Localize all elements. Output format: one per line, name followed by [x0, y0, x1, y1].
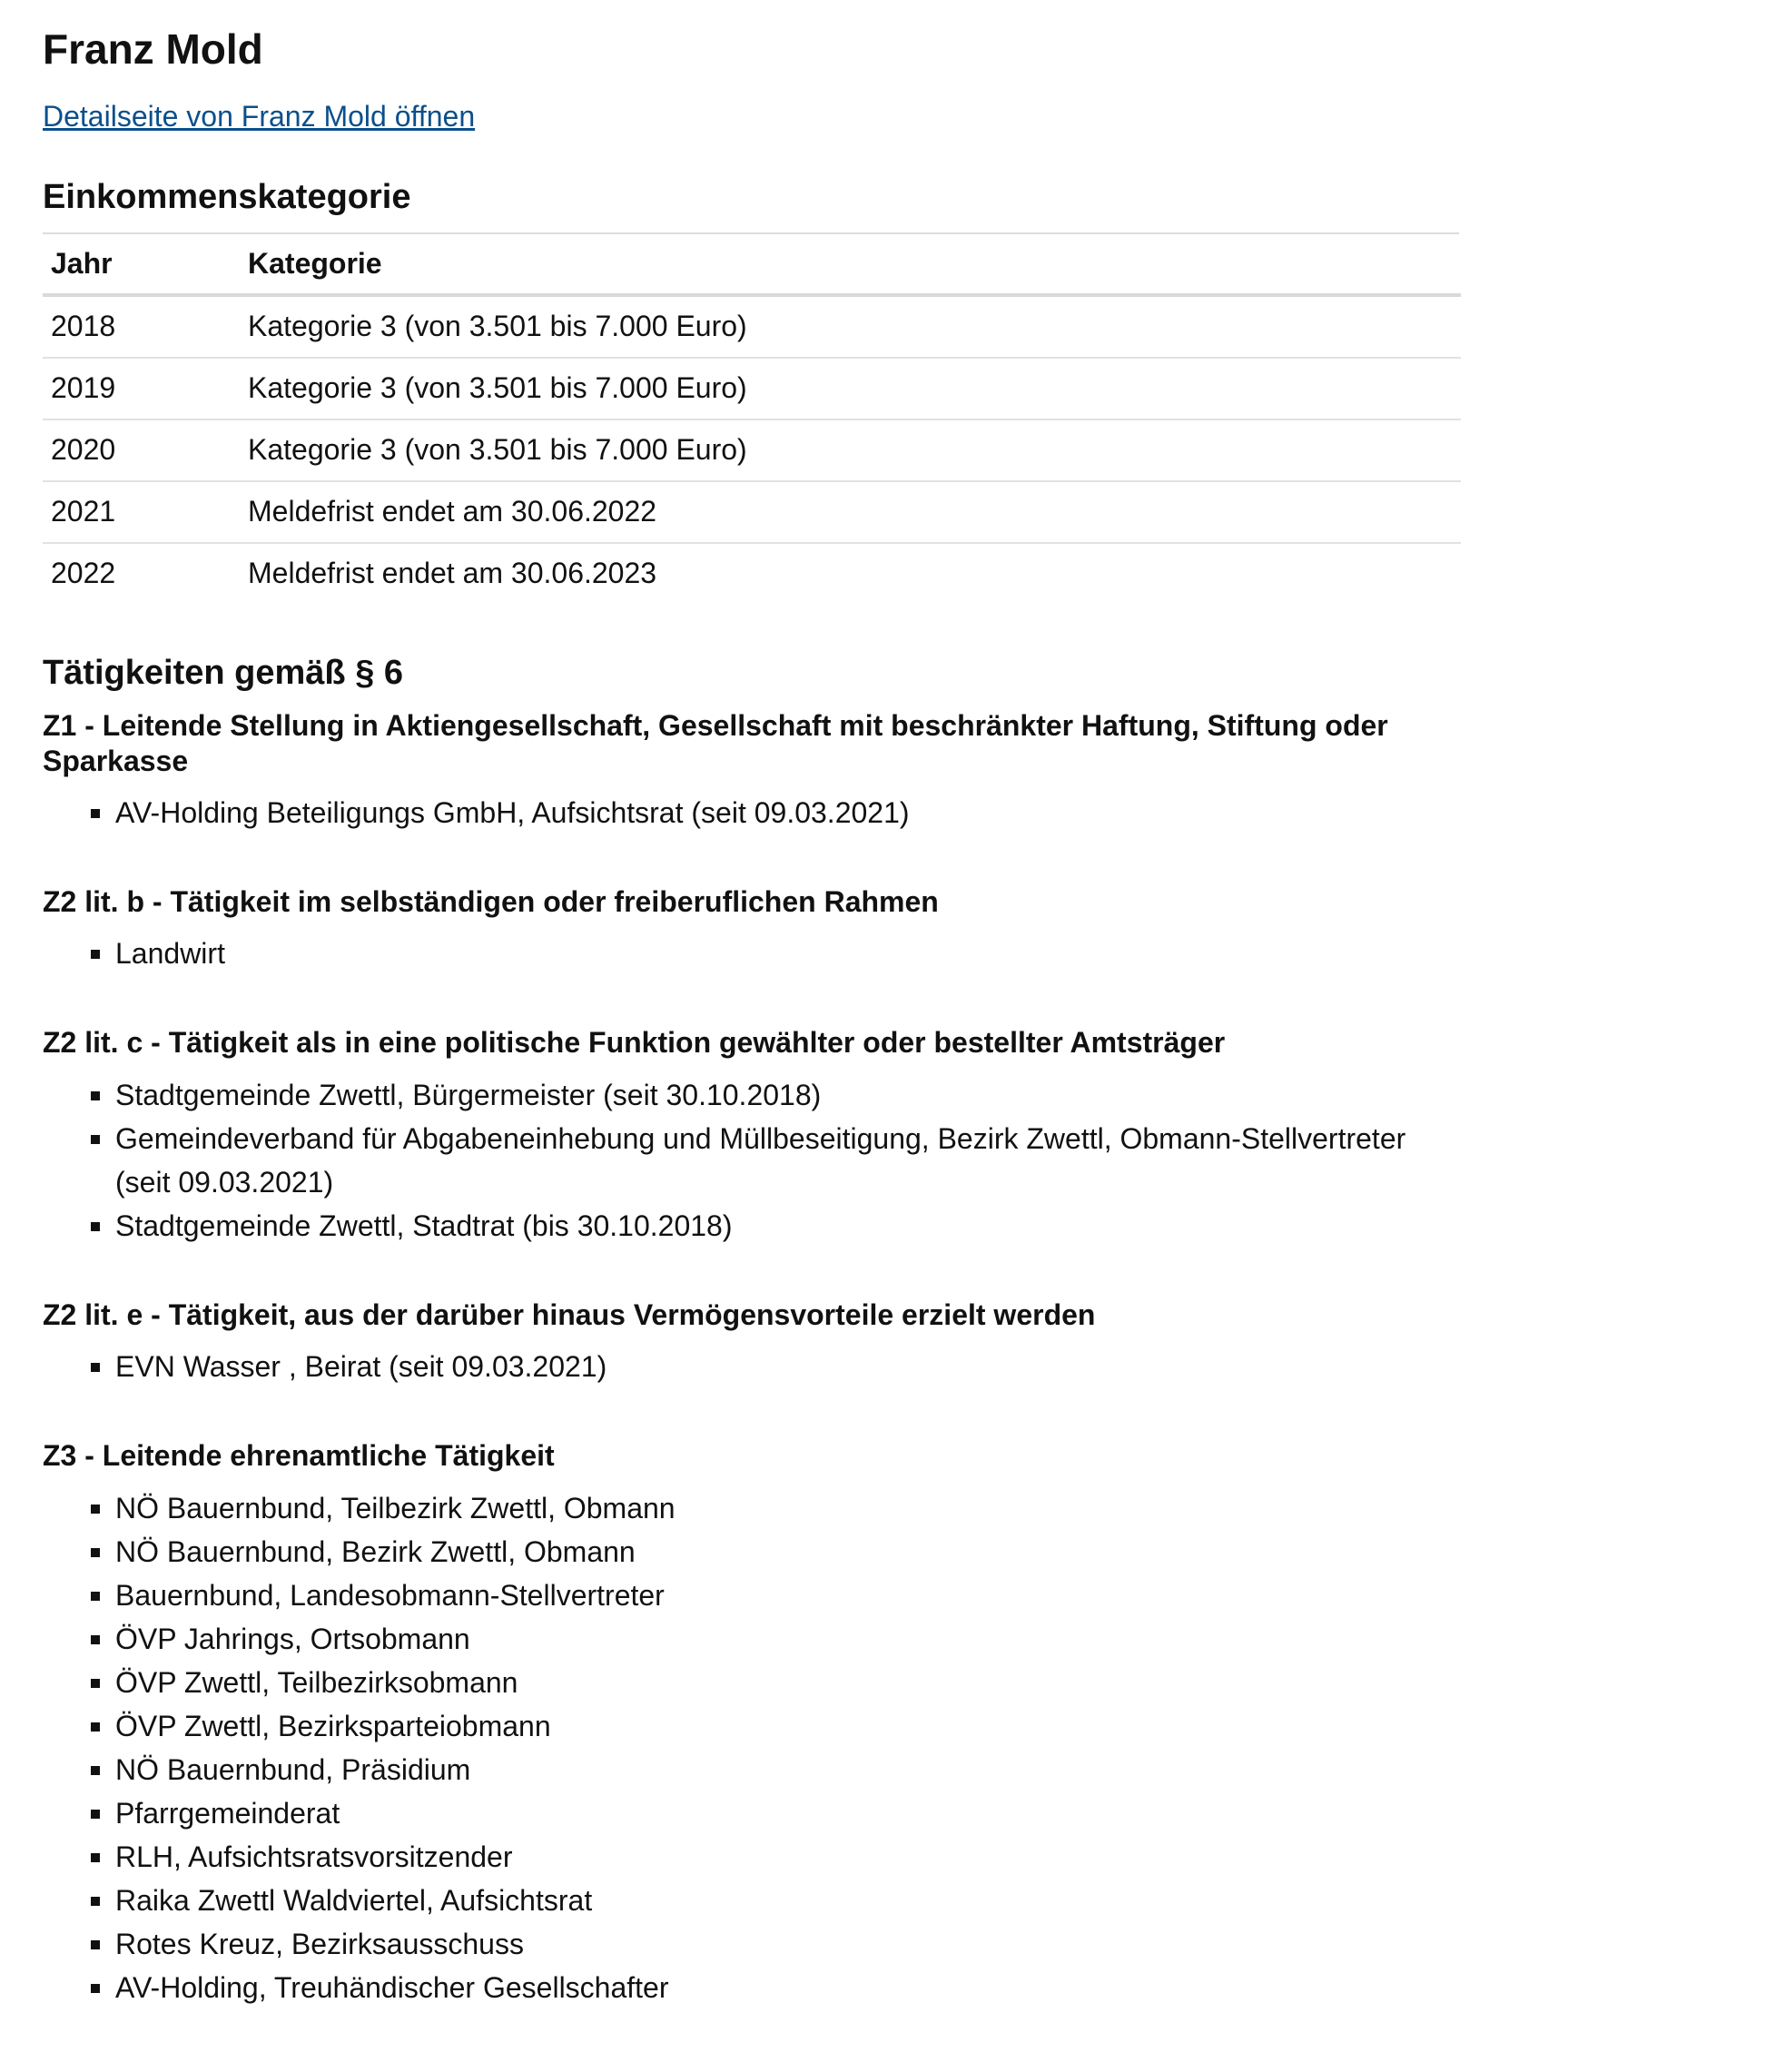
table-cell-category: Kategorie 3 (von 3.501 bis 7.000 Euro)	[240, 419, 1461, 481]
list-item: AV-Holding, Treuhändischer Gesellschafter	[115, 1966, 1459, 2009]
list-item: AV-Holding Beteiligungs GmbH, Aufsichtsrat (seit 09.03.2021)	[115, 791, 1459, 834]
page-title: Franz Mold	[43, 25, 263, 73]
activity-section-z3	[43, 1438, 1459, 2008]
activity-section-title: Z2 lit. e - Tätigkeit, aus der darüber hinaus Vermögensvorteile erzielt werden	[43, 1297, 1096, 1331]
table-cell-category: Kategorie 3 (von 3.501 bis 7.000 Euro)	[240, 295, 1461, 358]
activity-section-z2c	[43, 1025, 1459, 1247]
table-cell-year: 2020	[43, 419, 240, 481]
table-row	[43, 543, 1461, 604]
list-item: Stadtgemeinde Zwettl, Stadtrat (bis 30.10.2018)	[115, 1204, 1459, 1248]
list-item: Raika Zwettl Waldviertel, Aufsichtsrat	[115, 1879, 1459, 1922]
activity-list	[43, 791, 1459, 834]
list-item: EVN Wasser , Beirat (seit 09.03.2021)	[115, 1345, 1459, 1388]
list-item: NÖ Bauernbund, Bezirk Zwettl, Obmann	[115, 1530, 1459, 1574]
activity-list	[43, 1345, 1459, 1388]
list-item: NÖ Bauernbund, Präsidium	[115, 1748, 1459, 1791]
activity-section-z2e	[43, 1297, 1459, 1388]
column-header-year: Jahr	[43, 234, 240, 295]
table-cell-year: 2019	[43, 358, 240, 419]
income-table	[43, 234, 1461, 604]
activity-section-z2b	[43, 884, 1459, 975]
table-cell-category: Meldefrist endet am 30.06.2022	[240, 481, 1461, 543]
table-row	[43, 358, 1461, 419]
activity-list	[43, 932, 1459, 975]
list-item: Gemeindeverband für Abgabeneinhebung und Müllbeseitigung, Bezirk Zwettl, Obmann-Stellvertreter (seit 09.03.2021)	[115, 1117, 1459, 1204]
table-cell-year: 2018	[43, 295, 240, 358]
activity-section-title: Z2 lit. b - Tätigkeit im selbständigen oder freiberuflichen Rahmen	[43, 885, 939, 919]
list-item: ÖVP Zwettl, Teilbezirksobmann	[115, 1661, 1459, 1704]
list-item: Stadtgemeinde Zwettl, Bürgermeister (seit 30.10.2018)	[115, 1073, 1459, 1117]
table-row	[43, 481, 1461, 543]
activity-section-title: Z3 - Leitende ehrenamtliche Tätigkeit	[43, 1439, 555, 1473]
table-cell-category: Meldefrist endet am 30.06.2023	[248, 556, 657, 589]
table-cell-year: 2022	[51, 556, 116, 589]
income-table-header-row	[43, 234, 1461, 295]
activity-section-title: Z2 lit. c - Tätigkeit als in eine politische Funktion gewählter oder bestellter Amtsträger	[43, 1026, 1226, 1060]
list-item: NÖ Bauernbund, Teilbezirk Zwettl, Obmann	[115, 1486, 1459, 1530]
activity-list	[43, 1073, 1459, 1248]
list-item: Rotes Kreuz, Bezirksausschuss	[115, 1922, 1459, 1966]
list-item: RLH, Aufsichtsratsvorsitzender	[115, 1835, 1459, 1879]
table-row	[43, 419, 1461, 481]
table-cell-year: 2021	[43, 481, 240, 543]
activity-section-title: Z1 - Leitende Stellung in Aktiengesellschaft, Gesellschaft mit beschränkter Haftung, Stiftung oder Sparkasse	[43, 709, 1388, 777]
income-heading: Einkommenskategorie	[43, 175, 1459, 234]
list-item: Pfarrgemeinderat	[115, 1791, 1459, 1835]
activity-section-z1	[43, 708, 1459, 834]
activities-heading: Tätigkeiten gemäß § 6	[43, 653, 404, 692]
list-item: ÖVP Zwettl, Bezirksparteiobmann	[115, 1704, 1459, 1748]
activity-list	[43, 1486, 1459, 2009]
list-item: ÖVP Jahrings, Ortsobmann	[115, 1617, 1459, 1661]
table-cell-category: Kategorie 3 (von 3.501 bis 7.000 Euro)	[240, 358, 1461, 419]
detail-page-link[interactable]: Detailseite von Franz Mold öffnen	[43, 99, 476, 133]
list-item: Bauernbund, Landesobmann-Stellvertreter	[115, 1574, 1459, 1617]
table-row	[43, 295, 1461, 358]
column-header-category: Kategorie	[240, 234, 1461, 295]
list-item: Landwirt	[115, 932, 1459, 975]
